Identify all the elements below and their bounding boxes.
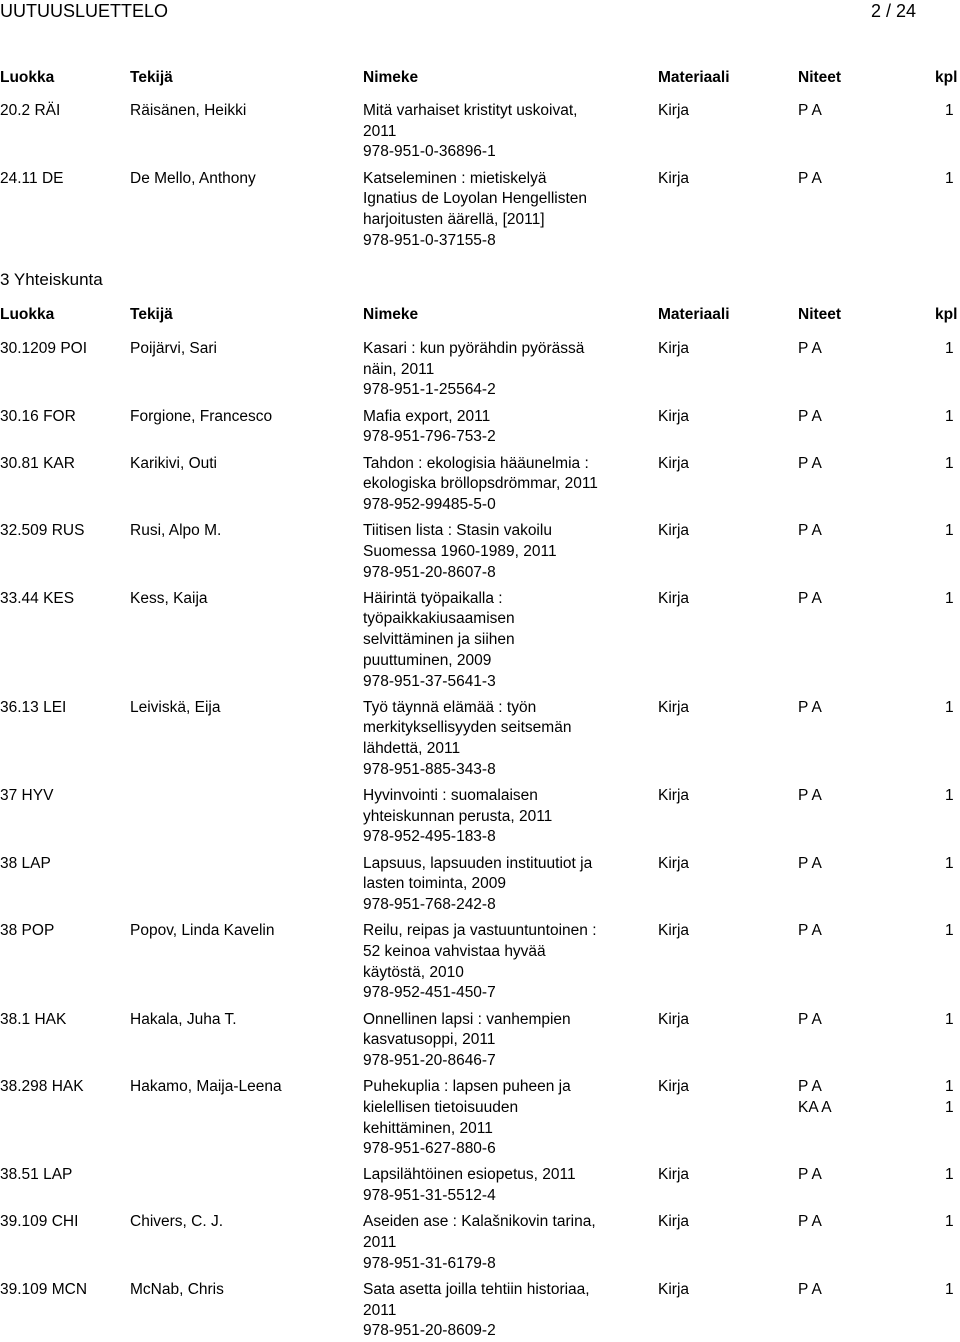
materiaali-cell-line: Kirja [658, 102, 690, 119]
nimeke-cell-line: Tahdon : ekologisia hääunelmia : [363, 454, 589, 472]
materiaali-cell [658, 1077, 788, 1098]
nimeke-cell-line: harjoitusten äärellä, [2011] [363, 211, 545, 228]
col-head-kpl: kpl [935, 69, 958, 86]
niteet-cell-line: P A [798, 1213, 822, 1231]
luokka-cell: 24.11 DE [0, 169, 64, 187]
nimeke-cell-line: Työ täynnä elämää : työn [363, 698, 537, 716]
tekija-cell: Kess, Kaija [130, 589, 208, 607]
tekija-cell: Karikivi, Outi [130, 454, 217, 472]
col-head-nimeke: Nimeke [363, 69, 419, 86]
luokka-cell: 30.1209 POI [0, 340, 88, 357]
niteet-cell-line: P A [798, 698, 822, 716]
kpl-cell [945, 1010, 959, 1031]
col-head-tekija: Tekijä [130, 306, 173, 323]
kpl-cell [945, 454, 959, 475]
nimeke-cell-line: 2011 [363, 122, 397, 140]
kpl-cell-line: 1 [945, 1166, 954, 1184]
nimeke-cell-line: 978-952-451-450-7 [363, 984, 496, 1002]
col-head-nimeke: Nimeke [363, 306, 419, 323]
niteet-cell-line: P A [798, 407, 822, 425]
niteet-cell [798, 407, 908, 428]
materiaali-cell-line: Kirja [658, 407, 690, 425]
nimeke-cell-line: 978-951-31-6179-8 [363, 1254, 496, 1272]
nimeke-cell [363, 698, 653, 781]
materiaali-cell [658, 698, 788, 719]
col-head-tekija: Tekijä [130, 69, 173, 86]
niteet-cell [798, 1280, 908, 1301]
tekija-cell: Forgione, Francesco [130, 407, 273, 425]
niteet-cell-line: P A [798, 589, 822, 607]
kpl-cell [945, 589, 959, 610]
luokka-cell: 38 LAP [0, 854, 51, 872]
col-head-kpl: kpl [935, 306, 958, 323]
materiaali-cell-line: Kirja [658, 922, 690, 940]
luokka-cell: 37 HYV [0, 787, 54, 804]
nimeke-cell [363, 921, 653, 1004]
kpl-cell-line: 1 [945, 522, 954, 540]
luokka-cell: 38.1 HAK [0, 1010, 67, 1028]
niteet-cell-line: P A [798, 922, 822, 940]
tekija-cell: Popov, Linda Kavelin [130, 922, 275, 940]
kpl-cell [945, 1280, 959, 1301]
luokka-cell: 33.44 KES [0, 589, 75, 607]
materiaali-cell [658, 454, 788, 475]
nimeke-cell-line: lasten toiminta, 2009 [363, 875, 507, 893]
kpl-cell [945, 921, 959, 942]
nimeke-cell-line: Sata asetta joilla tehtiin historiaa, [363, 1280, 590, 1298]
niteet-cell-line: P A [798, 454, 822, 472]
materiaali-cell-line: Kirja [658, 854, 690, 872]
nimeke-cell-line: 978-952-99485-5-0 [363, 495, 496, 513]
niteet-cell-line: P A [798, 169, 822, 187]
materiaali-cell [658, 1165, 788, 1186]
materiaali-cell [658, 589, 788, 610]
niteet-cell-line: P A [798, 1166, 822, 1184]
nimeke-cell-line: käytöstä, 2010 [363, 963, 464, 981]
niteet-cell-line: P A [798, 102, 822, 119]
nimeke-cell [363, 854, 653, 916]
nimeke-cell-line: Katseleminen : mietiskelyä [363, 169, 547, 187]
kpl-cell [945, 407, 959, 428]
nimeke-cell-line: 978-951-1-25564-2 [363, 381, 496, 399]
nimeke-cell-line: 978-951-768-242-8 [363, 896, 496, 913]
nimeke-cell [363, 1280, 653, 1342]
kpl-cell-line: 1 [945, 1078, 954, 1096]
kpl-cell-line: 1 [945, 340, 954, 357]
nimeke-cell-line: Mitä varhaiset kristityt uskoivat, [363, 102, 578, 119]
niteet-cell [798, 169, 908, 190]
kpl-cell [945, 854, 959, 875]
niteet-cell [798, 1165, 908, 1186]
nimeke-cell [363, 1165, 653, 1206]
niteet-cell [798, 1212, 908, 1233]
materiaali-cell [658, 921, 788, 942]
luokka-cell: 36.13 LEI [0, 698, 67, 716]
materiaali-cell-line: Kirja [658, 340, 690, 357]
kpl-cell-line: 1 [945, 922, 954, 940]
tekija-cell: Chivers, C. J. [130, 1213, 224, 1231]
materiaali-cell-line: Kirja [658, 522, 690, 540]
nimeke-cell-line: työpaikkakiusaamisen [363, 610, 515, 628]
kpl-cell-line: 1 [945, 454, 954, 472]
niteet-cell-line: P A [798, 1010, 822, 1028]
nimeke-cell-line: 2011 [363, 1301, 397, 1319]
nimeke-cell-line: ekologiska bröllopsdrömmar, 2011 [363, 475, 598, 493]
page-number: 2 / 24 [871, 1, 917, 21]
kpl-cell-line: 1 [945, 589, 954, 607]
materiaali-cell-line: Kirja [658, 1213, 690, 1231]
niteet-cell [798, 1077, 908, 1118]
nimeke-cell-line: kasvatusoppi, 2011 [363, 1031, 496, 1049]
nimeke-cell [363, 339, 653, 401]
niteet-cell [798, 339, 908, 360]
col-head-materiaali: Materiaali [658, 69, 730, 86]
niteet-cell-line: P A [798, 340, 822, 357]
nimeke-cell-line: Lapsuus, lapsuuden instituutiot ja [363, 854, 593, 872]
col-head-luokka: Luokka [0, 306, 55, 323]
tekija-cell: Hakamo, Maija-Leena [130, 1078, 282, 1096]
nimeke-cell-line: 978-951-20-8646-7 [363, 1051, 496, 1069]
kpl-cell [945, 1212, 959, 1233]
kpl-cell-line: 1 [945, 787, 954, 804]
nimeke-cell-line: Puhekuplia : lapsen puheen ja [363, 1078, 571, 1096]
nimeke-cell-line: 978-951-627-880-6 [363, 1140, 496, 1158]
nimeke-cell [363, 454, 653, 516]
nimeke-cell-line: 978-951-796-753-2 [363, 428, 496, 446]
materiaali-cell [658, 101, 788, 122]
kpl-cell-line: 1 [945, 1010, 954, 1028]
section-title: 3 Yhteiskunta [0, 270, 103, 289]
materiaali-cell-line: Kirja [658, 698, 690, 716]
nimeke-cell-line: Häirintä työpaikalla : [363, 589, 503, 607]
materiaali-cell [658, 169, 788, 190]
nimeke-cell-line: Kasari : kun pyörähdin pyörässä [363, 340, 585, 357]
nimeke-cell [363, 521, 653, 583]
materiaali-cell [658, 339, 788, 360]
nimeke-cell-line: Suomessa 1960-1989, 2011 [363, 542, 557, 560]
nimeke-cell-line: 978-951-31-5512-4 [363, 1187, 496, 1205]
tekija-cell: Poijärvi, Sari [130, 340, 217, 357]
luokka-cell: 38 POP [0, 922, 55, 940]
kpl-cell [945, 169, 959, 190]
materiaali-cell [658, 407, 788, 428]
nimeke-cell [363, 169, 653, 252]
nimeke-cell-line: 978-952-495-183-8 [363, 828, 496, 846]
nimeke-cell-line: kehittäminen, 2011 [363, 1119, 493, 1137]
nimeke-cell-line: Reilu, reipas ja vastuuntuntoinen : [363, 922, 597, 940]
luokka-cell: 39.109 CHI [0, 1213, 79, 1231]
kpl-cell [945, 786, 959, 807]
nimeke-cell-line: 978-951-20-8607-8 [363, 563, 496, 581]
nimeke-cell-line: 978-951-20-8609-2 [363, 1322, 496, 1340]
nimeke-cell-line: kielellisen tietoisuuden [363, 1098, 519, 1116]
nimeke-cell [363, 1212, 653, 1274]
luokka-cell: 38.298 HAK [0, 1078, 84, 1096]
materiaali-cell [658, 786, 788, 807]
luokka-cell: 20.2 RÄI [0, 102, 61, 119]
materiaali-cell [658, 521, 788, 542]
materiaali-cell [658, 1212, 788, 1233]
niteet-cell [798, 786, 908, 807]
nimeke-cell [363, 786, 653, 848]
niteet-cell [798, 921, 908, 942]
kpl-cell [945, 698, 959, 719]
kpl-cell-line: 1 [945, 854, 954, 872]
document-title: UUTUUSLUETTELO [0, 1, 169, 21]
tekija-cell: Hakala, Juha T. [130, 1010, 237, 1028]
materiaali-cell-line: Kirja [658, 454, 690, 472]
niteet-cell-line: P A [798, 522, 822, 540]
nimeke-cell-line: 978-951-37-5641-3 [363, 672, 496, 690]
kpl-cell [945, 1165, 959, 1186]
nimeke-cell [363, 589, 653, 693]
niteet-cell-line: P A [798, 854, 822, 872]
niteet-cell [798, 698, 908, 719]
niteet-cell [798, 454, 908, 475]
kpl-cell [945, 1077, 959, 1118]
luokka-cell: 32.509 RUS [0, 522, 85, 540]
niteet-cell-line: P A [798, 1280, 822, 1298]
nimeke-cell-line: 978-951-0-36896-1 [363, 143, 496, 161]
niteet-cell [798, 854, 908, 875]
materiaali-cell [658, 854, 788, 875]
kpl-cell [945, 521, 959, 542]
materiaali-cell-line: Kirja [658, 169, 690, 187]
luokka-cell: 38.51 LAP [0, 1166, 73, 1184]
nimeke-cell-line: Onnellinen lapsi : vanhempien [363, 1010, 571, 1028]
materiaali-cell-line: Kirja [658, 1280, 690, 1298]
niteet-cell-line: P A [798, 1078, 822, 1096]
nimeke-cell-line: merkityksellisyyden seitsemän [363, 719, 572, 737]
materiaali-cell [658, 1010, 788, 1031]
nimeke-cell-line: Tiitisen lista : Stasin vakoilu [363, 522, 552, 540]
nimeke-cell-line: näin, 2011 [363, 360, 435, 378]
niteet-cell [798, 589, 908, 610]
kpl-cell-line: 1 [945, 1280, 954, 1298]
materiaali-cell [658, 1280, 788, 1301]
kpl-cell-line: 1 [945, 1098, 954, 1116]
col-head-luokka: Luokka [0, 69, 55, 86]
niteet-cell-line: P A [798, 787, 822, 804]
materiaali-cell-line: Kirja [658, 1078, 690, 1096]
niteet-cell [798, 1010, 908, 1031]
page-header [0, 0, 960, 26]
nimeke-cell-line: yhteiskunnan perusta, 2011 [363, 807, 553, 825]
niteet-cell [798, 521, 908, 542]
col-head-niteet: Niteet [798, 306, 842, 323]
tekija-cell: McNab, Chris [130, 1280, 224, 1298]
nimeke-cell-line: puuttuminen, 2009 [363, 651, 492, 669]
materiaali-cell-line: Kirja [658, 1010, 690, 1028]
kpl-cell [945, 339, 959, 360]
nimeke-cell [363, 101, 653, 163]
nimeke-cell-line: Aseiden ase : Kalašnikovin tarina, [363, 1213, 596, 1231]
materiaali-cell-line: Kirja [658, 787, 690, 804]
col-head-niteet: Niteet [798, 69, 842, 86]
niteet-cell-line: KA A [798, 1098, 832, 1116]
niteet-cell [798, 101, 908, 122]
tekija-cell: Räisänen, Heikki [130, 102, 247, 119]
nimeke-cell [363, 407, 653, 448]
kpl-cell-line: 1 [945, 169, 954, 187]
kpl-cell-line: 1 [945, 1213, 954, 1231]
tekija-cell: Leiviskä, Eija [130, 698, 221, 716]
nimeke-cell-line: 978-951-0-37155-8 [363, 231, 496, 249]
materiaali-cell-line: Kirja [658, 589, 690, 607]
nimeke-cell-line: 978-951-885-343-8 [363, 760, 496, 778]
nimeke-cell-line: Mafia export, 2011 [363, 407, 491, 425]
tekija-cell: De Mello, Anthony [130, 169, 256, 187]
materiaali-cell-line: Kirja [658, 1166, 690, 1184]
nimeke-cell-line: 2011 [363, 1234, 397, 1251]
luokka-cell: 39.109 MCN [0, 1280, 88, 1298]
nimeke-cell-line: Ignatius de Loyolan Hengellisten [363, 190, 588, 208]
luokka-cell: 30.81 KAR [0, 454, 75, 472]
kpl-cell [945, 101, 959, 122]
kpl-cell-line: 1 [945, 407, 954, 425]
nimeke-cell-line: selvittäminen ja siihen [363, 631, 515, 649]
kpl-cell-line: 1 [945, 102, 954, 119]
kpl-cell-line: 1 [945, 698, 954, 716]
tekija-cell: Rusi, Alpo M. [130, 522, 222, 540]
nimeke-cell-line: 52 keinoa vahvistaa hyvää [363, 942, 546, 960]
nimeke-cell-line: lähdettä, 2011 [363, 740, 461, 758]
nimeke-cell [363, 1010, 653, 1072]
nimeke-cell [363, 1077, 653, 1160]
nimeke-cell-line: Lapsilähtöinen esiopetus, 2011 [363, 1166, 576, 1184]
col-head-materiaali: Materiaali [658, 306, 730, 323]
nimeke-cell-line: Hyvinvointi : suomalaisen [363, 787, 538, 804]
luokka-cell: 30.16 FOR [0, 407, 76, 425]
